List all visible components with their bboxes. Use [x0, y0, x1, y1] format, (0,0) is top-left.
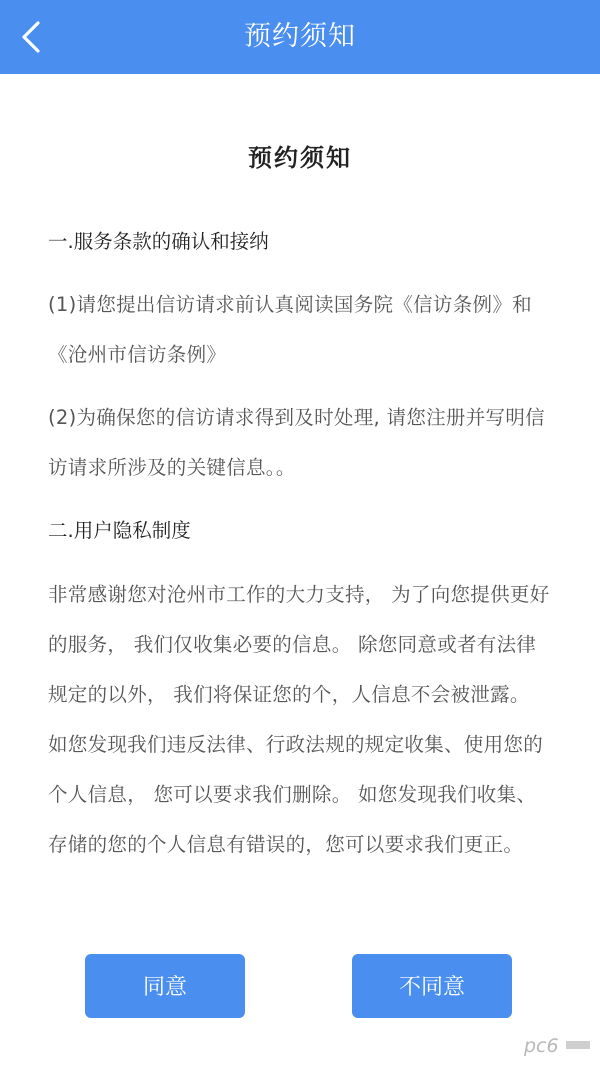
page-title: 预约须知 [248, 144, 352, 172]
paragraph-terms-1: (1)请您提出信访请求前认真阅读国务院《信访条例》和《沧州市信访条例》 [48, 293, 532, 366]
watermark-text: pc6 [524, 1035, 559, 1057]
paragraph-privacy: 非常感谢您对沧州市工作的大力支持， 为了向您提供更好的服务， 我们仅收集必要的信息。 除您同意或者有法律规定的以外， 我们将保证您的个，人信息不会被泄露。 如您发现我们违反法律、行政法规的规定收集、使用您的个人信息， 您可以要求我们删除。 如您发现我们收集、存储的您的个人信息有错误的，您可以要求我们更正。 [48, 583, 550, 856]
paragraph-terms-2: (2)为确保您的信访请求得到及时处理, 请您注册并写明信访请求所涉及的关键信息。。 [48, 406, 545, 479]
agree-button[interactable]: 同意 [85, 954, 245, 1018]
section-heading-terms: 一.服务条款的确认和接纳 [48, 230, 269, 253]
section-heading-privacy: 二.用户隐私制度 [48, 519, 191, 542]
nav-bar [0, 0, 600, 74]
watermark-logo [522, 1031, 592, 1059]
disagree-button[interactable]: 不同意 [352, 954, 512, 1018]
nav-title: 预约须知 [244, 21, 356, 52]
